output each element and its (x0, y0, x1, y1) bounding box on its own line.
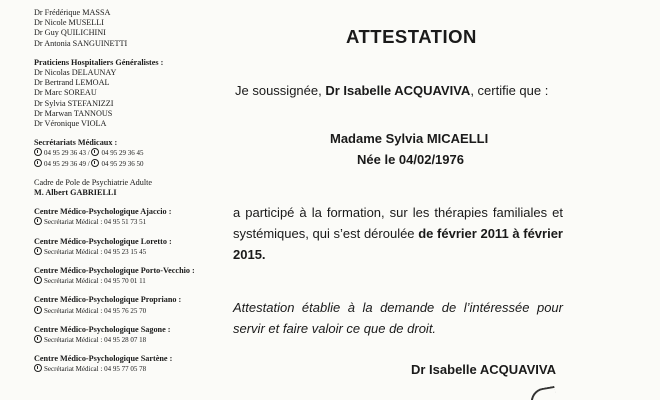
doctor-name: Dr Guy QUILICHINI (34, 28, 106, 38)
phone-icon (34, 364, 42, 372)
praticien-name: Dr Sylvia STEFANIZZI (34, 98, 114, 108)
praticien-name: Dr Bertrand LEMOAL (34, 78, 110, 88)
document-title: ATTESTATION (346, 26, 477, 47)
phone-row: 04 95 29 36 43 / 04 95 29 36 45 (34, 148, 224, 158)
centre-phone: Secrétariat Médical : 04 95 76 25 70 (34, 306, 224, 316)
praticien-name: Dr Nicolas DELAUNAY (34, 68, 117, 78)
signature-name: Dr Isabelle ACQUAVIVA (411, 362, 556, 377)
phone-icon (34, 247, 42, 255)
centre-name: Centre Médico-Psychologique Sagone : (34, 324, 171, 334)
centre-name: Centre Médico-Psychologique Ajaccio : (34, 207, 172, 217)
phone-icon (34, 159, 42, 167)
birth-date: Née le 04/02/1976 (357, 152, 464, 167)
centre-name: Centre Médico-Psychologique Sartène : (34, 354, 173, 364)
centre-phone: Secrétariat Médical : 04 95 70 01 11 (34, 276, 224, 286)
letterhead-sidebar (34, 0, 224, 375)
signatory-name: Dr Isabelle ACQUAVIVA (325, 83, 471, 98)
secretariats-heading: Secrétariats Médicaux : (34, 138, 118, 148)
recipient-name: Madame Sylvia MICAELLI (330, 131, 489, 146)
phone-icon (34, 335, 42, 343)
phone-icon (34, 148, 42, 156)
training-dates: de février 2011 à février 2015. (233, 226, 563, 262)
praticiens-heading: Praticiens Hospitaliers Généralistes : (34, 57, 164, 67)
doctor-name: Dr Frédérique MASSA (34, 8, 111, 17)
centre-phone: Secrétariat Médical : 04 95 51 73 51 (34, 217, 224, 227)
praticien-name: Dr Véronique VIOLA (34, 119, 107, 129)
intro-line: Je soussignée, Dr Isabelle ACQUAVIVA, certifie que : (235, 83, 549, 98)
doctor-name: Dr Nicole MUSELLI (34, 18, 105, 28)
doctor-name: Dr Antonia SANGUINETTI (34, 38, 128, 48)
body-paragraph: a participé à la formation, sur les thérapies familiales et systémiques, qui s’est déroulée de février 2011 à février 2015. (233, 205, 563, 262)
centre-name: Centre Médico-Psychologique Propriano : (34, 295, 182, 305)
praticien-name: Dr Marc SOREAU (34, 88, 97, 98)
cadre-name: M. Albert GABRIELLI (34, 188, 117, 198)
centre-name: Centre Médico-Psychologique Loretto : (34, 236, 172, 246)
phone-icon (34, 217, 42, 225)
signature-stroke (529, 386, 558, 400)
phone-icon (34, 306, 42, 314)
centre-phone: Secrétariat Médical : 04 95 28 07 18 (34, 335, 224, 345)
closing-paragraph: Attestation établie à la demande de l’intéressée pour servir et faire valoir ce que de droit. (233, 300, 563, 336)
centre-phone: Secrétariat Médical : 04 95 23 15 45 (34, 247, 224, 257)
centre-name: Centre Médico-Psychologique Porto-Vecchio : (34, 266, 195, 276)
phone-icon (91, 148, 99, 156)
cadre-title: Cadre de Pole de Psychiatrie Adulte (34, 177, 153, 187)
praticien-name: Dr Marwan TANNOUS (34, 108, 113, 118)
phone-icon (34, 276, 42, 284)
phone-icon (91, 159, 99, 167)
centre-phone: Secrétariat Médical : 04 95 77 05 78 (34, 364, 224, 374)
phone-row: 04 95 29 36 49 / 04 95 29 36 50 (34, 159, 224, 169)
